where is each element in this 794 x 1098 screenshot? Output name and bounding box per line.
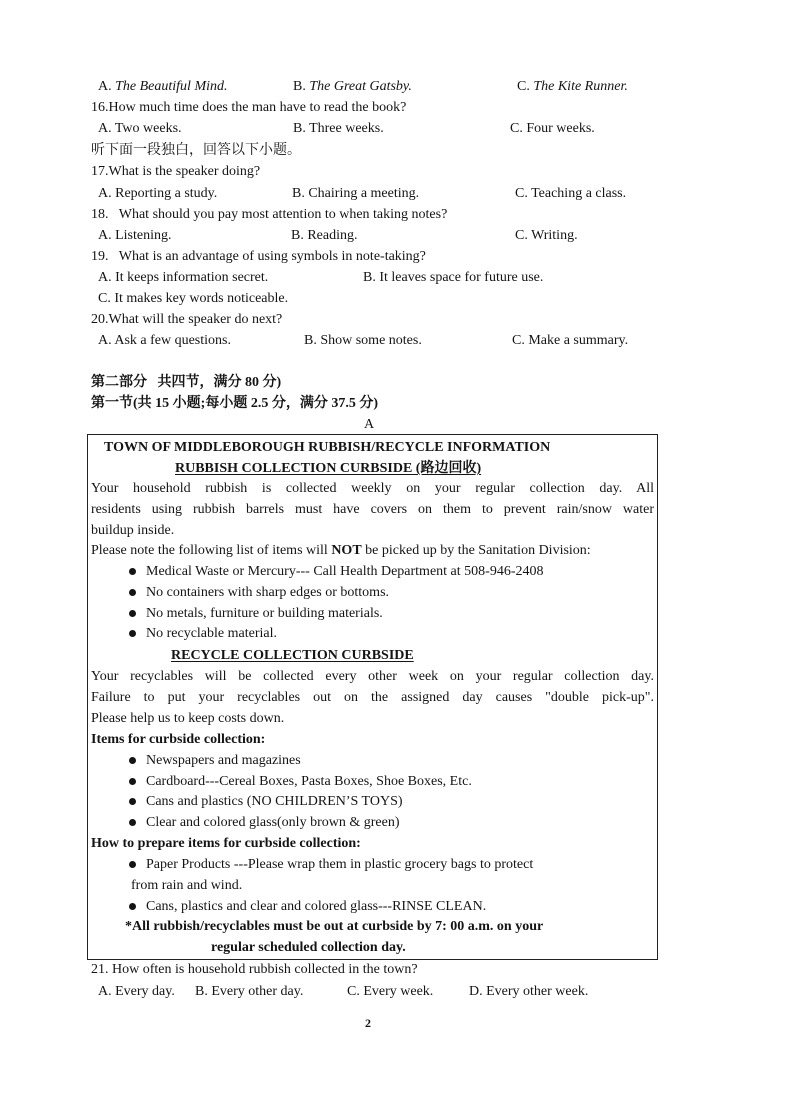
option-b: B. It leaves space for future use.: [363, 270, 544, 285]
question-19-stem: 19. What is an advantage of using symbols in note-taking?: [91, 249, 426, 264]
option-b: B. Every other day.: [195, 984, 304, 999]
recycle-heading: RECYCLE COLLECTION CURBSIDE: [171, 648, 414, 663]
option-title: The Beautiful Mind.: [115, 79, 228, 94]
option-b: B. Chairing a meeting.: [292, 186, 420, 201]
list-item: [129, 583, 389, 603]
option-a: A. Two weeks.: [98, 121, 182, 136]
list-item: [129, 751, 301, 771]
option-b: B. Show some notes.: [304, 333, 422, 348]
rubbish-paragraph-line: buildup inside.: [91, 523, 175, 538]
bullet-icon: [129, 861, 136, 868]
option-label: B.: [293, 79, 306, 94]
list-item-text: Newspapers and magazines: [146, 753, 301, 768]
option-c: [517, 77, 628, 97]
question-17-options: [0, 184, 794, 204]
list-item-continuation: from rain and wind.: [131, 878, 243, 893]
list-item-text: Medical Waste or Mercury--- Call Health Department at 508-946-2408: [146, 564, 544, 579]
option-c: C. Teaching a class.: [515, 186, 627, 201]
option-a: A. Ask a few questions.: [98, 333, 231, 348]
prepare-heading: How to prepare items for curbside collection:: [91, 836, 361, 851]
question-21-options: [0, 982, 794, 1002]
option-c: C. Writing.: [515, 228, 578, 243]
list-item: [129, 604, 383, 624]
list-item-text: No recyclable material.: [146, 626, 277, 641]
option-a: A. It keeps information secret.: [98, 270, 269, 285]
option-c: C. It makes key words noticeable.: [98, 291, 289, 306]
option-title: The Great Gatsby.: [309, 79, 412, 94]
passage-label: A: [364, 417, 375, 432]
rubbish-paragraph-line: residents using rubbish barrels must have covers on them to prevent rain/snow water: [91, 502, 654, 517]
note-text: Please note the following list of items will: [91, 543, 332, 558]
question-16-stem: 16.How much time does the man have to read the book?: [91, 100, 407, 115]
deadline-note: *All rubbish/recyclables must be out at curbside by 7: 00 a.m. on your: [125, 919, 544, 934]
option-a: A. Every day.: [98, 984, 175, 999]
list-item-text: Paper Products ---Please wrap them in plastic grocery bags to protect: [146, 857, 534, 872]
option-b: [293, 77, 412, 97]
recycle-paragraph-line: Failure to put your recyclables out on the assigned day causes "double pick-up".: [91, 690, 654, 705]
note-emphasis: NOT: [331, 543, 362, 558]
question-19-options: [0, 268, 794, 309]
list-item-text: Cans, plastics and clear and colored glass---RINSE CLEAN.: [146, 899, 487, 914]
question-20-options: [0, 331, 794, 351]
option-c: C. Make a summary.: [512, 333, 629, 348]
not-picked-note: [91, 541, 591, 561]
option-label: A.: [98, 79, 112, 94]
option-c: C. Four weeks.: [510, 121, 595, 136]
question-18-stem: 18. What should you pay most attention to when taking notes?: [91, 207, 448, 222]
bullet-icon: [129, 903, 136, 910]
notice-box: [87, 434, 658, 960]
list-item: [129, 855, 533, 875]
option-c: C. Every week.: [347, 984, 434, 999]
items-heading: Items for curbside collection:: [91, 732, 266, 747]
bullet-icon: [129, 819, 136, 826]
option-title: The Kite Runner.: [533, 79, 628, 94]
question-16-options: [0, 119, 794, 139]
list-item-text: No metals, furniture or building materials.: [146, 606, 383, 621]
bullet-icon: [129, 568, 136, 575]
bullet-icon: [129, 798, 136, 805]
option-b: B. Reading.: [291, 228, 358, 243]
list-item: [129, 772, 472, 792]
bullet-icon: [129, 778, 136, 785]
option-a: A. Listening.: [98, 228, 172, 243]
list-item-text: Clear and colored glass(only brown & green): [146, 815, 400, 830]
list-item-text: No containers with sharp edges or bottoms.: [146, 585, 390, 600]
option-b: B. Three weeks.: [293, 121, 384, 136]
question-21-stem: 21. How often is household rubbish collected in the town?: [91, 962, 418, 977]
recycle-paragraph-line: Your recyclables will be collected every other week on your regular collection day.: [91, 669, 654, 684]
note-text: be picked up by the Sanitation Division:: [361, 543, 591, 558]
bullet-icon: [129, 630, 136, 637]
bullet-icon: [129, 757, 136, 764]
question-15-options: [0, 77, 794, 97]
list-item: [129, 624, 277, 644]
list-item: [129, 897, 486, 917]
list-item-text: Cardboard---Cereal Boxes, Pasta Boxes, Shoe Boxes, Etc.: [146, 774, 472, 789]
part-two-title: 第二部分 共四节，满分 80 分): [91, 375, 282, 390]
list-item: [129, 562, 543, 582]
option-label: C.: [517, 79, 530, 94]
listening-instruction: 听下面一段独白，回答以下小题。: [91, 143, 301, 158]
rubbish-paragraph-line: Your household rubbish is collected weekly on your regular collection day. All: [91, 481, 654, 496]
list-item: [129, 792, 403, 812]
question-18-options: [0, 226, 794, 246]
notice-title: TOWN OF MIDDLEBOROUGH RUBBISH/RECYCLE INFORMATION: [104, 440, 551, 455]
question-17-stem: 17.What is the speaker doing?: [91, 164, 261, 179]
section-one-title: 第一节(共 15 小题;每小题 2.5 分，满分 37.5 分): [91, 396, 378, 411]
list-item-text: Cans and plastics (NO CHILDREN’S TOYS): [146, 794, 403, 809]
deadline-note: regular scheduled collection day.: [211, 940, 406, 955]
page-number: 2: [365, 1016, 371, 1030]
option-a: [98, 77, 228, 97]
recycle-paragraph-line: Please help us to keep costs down.: [91, 711, 285, 726]
rubbish-heading: RUBBISH COLLECTION CURBSIDE (路边回收): [175, 461, 482, 476]
question-20-stem: 20.What will the speaker do next?: [91, 312, 283, 327]
option-a: A. Reporting a study.: [98, 186, 218, 201]
option-d: D. Every other week.: [469, 984, 589, 999]
bullet-icon: [129, 589, 136, 596]
list-item: [129, 813, 399, 833]
bullet-icon: [129, 610, 136, 617]
